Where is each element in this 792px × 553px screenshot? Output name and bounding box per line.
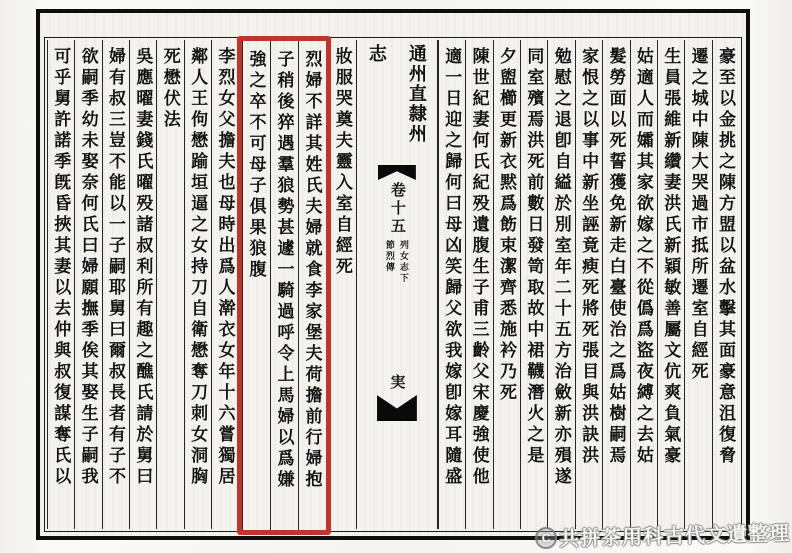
text-column: 吳應曜妻錢氏曜殁諸叔利所有趣之醮氏請於舅曰	[129, 40, 156, 529]
text-column: 死懋伏法	[156, 40, 183, 529]
subsection-label: 節烈傳	[384, 240, 395, 273]
text-column: 烈婦不詳其姓氏夫婦就食李家堡夫荷擔前行婦抱	[298, 41, 326, 530]
text-column: 陳世紀妻何氏紀殁遺腹生子甫三齡父宋慶強使他	[465, 40, 492, 529]
text-column: 子稍後猝遇羣狼勢甚遽一騎過呼令上馬婦以爲嫌	[270, 41, 298, 530]
section-labels	[384, 240, 410, 298]
inner-border	[44, 37, 742, 532]
text-column: 家恨之以事中新坐誣竟瘐死將死張目與洪訣洪	[575, 40, 602, 529]
folio-mark: 実	[388, 374, 405, 389]
text-column: 鄰人王佝懋踰垣逼之女持刀自衛懋奪刀刺女洞胸	[184, 40, 211, 529]
text-column: 同室殯焉洪死前數日發笥取故中裙韈潛火之是	[520, 40, 547, 529]
page-border-frame	[36, 9, 750, 540]
text-column: 適一日迎之歸何曰母凶笑歸父欲我嫁卽嫁耳隨盛	[438, 40, 465, 529]
book-title: 通州直隸州志	[366, 44, 427, 144]
text-column: 妝服哭奠夫靈入室自經死	[329, 40, 356, 529]
text-column: 欲嗣季幼未娶奈何氏曰婦願撫季俟其娶生子嗣我	[74, 40, 101, 529]
text-column: 婦有叔三豈不能以一子嗣耶舅曰爾叔長者有子不	[102, 40, 129, 529]
highlight-box	[237, 36, 331, 535]
text-column: 髮勞面以死誓獲免新走白臺使治之爲姑樹嗣焉	[602, 40, 629, 529]
banxin-center-column	[356, 40, 438, 529]
copyright-icon: C	[535, 526, 558, 549]
text-column: 姑適人而孀其家欲嫁之不從僞爲盜夜縛之去姑	[630, 40, 657, 529]
text-column: 李烈女父擔夫也母時出爲人澣衣女年十六嘗獨居	[211, 40, 238, 529]
text-column: 豪至以金挑之陳方盟以盆水擊其面豪意沮復脅	[712, 40, 739, 529]
watermark-text: 共拼茶用科古代文遺整理	[558, 522, 791, 551]
text-columns-area	[47, 40, 739, 529]
volume-label: 卷十五	[388, 182, 405, 236]
fishtail-icon	[378, 165, 416, 180]
text-column: 遷之城中陳大哭過市抵所遷室自經死	[684, 40, 711, 529]
text-column: 強之卒不可母子俱果狼腹	[242, 41, 270, 530]
text-column: 生員張維新纘妻洪氏新穎敏善屬文伉爽負氣豪	[657, 40, 684, 529]
text-column: 可乎舅許諾季旣昏挾其妻以去仲與叔復謀奪氏以	[47, 40, 74, 529]
text-column: 勉慰之退卽自縊於別室年二十五方治斂新亦殞遂	[547, 40, 574, 529]
text-column: 夕盥櫛更新衣黙爲飭束潔齊悉施衿乃死	[493, 40, 520, 529]
fishtail-bottom-icon	[377, 395, 417, 421]
section-label: 列女志下	[398, 240, 409, 284]
